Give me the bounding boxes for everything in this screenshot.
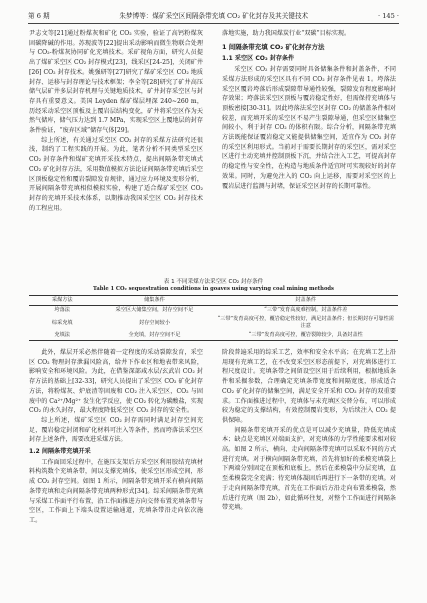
table-1 <box>29 278 398 344</box>
running-header <box>28 12 399 20</box>
body-paragraph: 采空区 CO₂ 封存需要同时具备储集条件和封盖条件，不同采煤方法形成的采空区具有不同 CO₂ 封存条件见表 1。垮落法采空区覆岩垮落后形成裂隙带导通性较强，裂隙发育程度影响封存效果；垮落法采空区顶板与覆岩稳定性好，但需保持充填体与顶板密接[30-31]。因此垮落法采空区封存 CO₂ 的储盖条件相对较差，而充填开采的采空区不易产生裂隙导通，但采空区储集空间较小，利于封存 CO₂ 的体积有限。综合分析，间隔条带充填方法既能保证覆岩稳定又能提供储集空间，适宜作为 CO₂ 封存的采空区利用形式。当前对于需要长期封存的采空区，需对采空区进行主动充填并控制顶板下沉，并结合注入工艺，可提高封存的稳定性与安全性，在构造与地质条件适宜时可实现较好的封存效果。同时，为避免注入的 CO₂ 向上运移，需要对采空区的上覆岩层进行监测与封堵，保证采空区封存的长期可靠性。 <box>222 66 396 190</box>
table-header-row <box>29 296 398 306</box>
body-paragraph: 尹志文等[21]通过粉煤灰和矿化 CO₂ 实验，验证了高钙粉煤灰固碳降碱的作用。苏现波等[22]提出采动影响而微生物联合处理与 CO₂-粉煤灰协同矿化充填技术。采矿视角方面，研究人员提出了煤矿采空区 CO₂ 封存模式[23]，线采区[24-25]，关闭矿井[26] CO₂ 封存技术。姚强研等[27]研究了煤矿采空区 CO₂ 地质封存、运移与封存理论与技术框架；李全等[28]研究了矿井高压储气层矿井多层封存机理与关键地质技术，矿井封存采空区与封存具有重要意义。美国 Leyden 煤矿煤层埋深 240~260 m，历经采动采空区顶板及上覆岩层结构变化，矿井将采空区作为天然气储库，储气压力达到 1.7 MPa，实现采空区上覆地层的封存条件验证，“废弃区域”储存气体[29]。 <box>29 30 203 135</box>
body-paragraph: 此外，煤层开采必然伴随着一定程度的采动裂隙发育，采空区 CO₂ 物理封存泄漏风险高，给井下作业区和地表带来风险，影响安全和环境风险。为此，在借鉴深部咸水层/玄武岩 CO₂ 封存方法的基础上[32-33]，研究人员提出了采空区 CO₂ 矿化封存方法，将粉煤灰、炉底渣等固废和 CO₂ 注入采空区，CO₂ 与固废中的 Ca²⁺/Mg²⁺ 发生化学反应，使 CO₂ 转化为碳酸盐，实现 CO₂ 的永久封存，最大程度降低采空区 CO₂ 封存的安全性。 <box>29 349 203 415</box>
body-paragraph: 工作面回采过程中，在施压支架后方采空区利用胶结充填材料构筑数个充填条带，间以支撑充填体，使采空区形成空间，形成 CO₂ 封存空间。如图 1 所示，间隔条带充填开采有横向间隔条带充填和走向间隔条带充填两种形式[34]。综采间隔条带充填与采煤工作面平行布置，沿工作面推进方向交替布置充填条带与空区，工作面上下端头设置运输通道，充填条带沿走向依次施工。 <box>29 458 203 524</box>
running-title: 朱梦博等：煤矿采空区间隔条带充填 CO₂ 矿化封存及其关键技术 <box>119 12 309 20</box>
subsection-heading: 1.1 采空区 CO₂ 封存条件 <box>222 55 295 63</box>
table-cell: 采空区大储集空间，封存空间不足 <box>115 307 194 313</box>
table-cell: “三带”发育高度可控，覆岩裂隙较少，具备封盖性 <box>248 332 363 338</box>
subsection-heading: 1.2 间隔条带充填开采 <box>29 448 91 456</box>
table-cell: 全充填，封存空间不足 <box>128 332 181 338</box>
table-header-cell: 采煤方法 <box>51 297 73 303</box>
table-cell: 封存空间较小 <box>138 319 171 326</box>
body-paragraph: 综上所述，煤矿采空区 CO₂ 封存需同时满足封存空间充足，覆岩稳定封闭和矿化材料可注入等条件，然而垮落法采空区封存上述条件，需要改进采煤方法。 <box>29 416 203 444</box>
body-paragraph: 综上所述，有关通过采空区 CO₂ 封存的采煤方法研究还很浅，制约了工程实践的开展。为此，笔者分析不同类型采空区 CO₂ 封存条件和煤矿充填开采技术特点，提出间隔条带充填式 CO₂ 矿化封存方法，采用数值模拟方法论证间隔条带充填后采空区顶板稳定性和覆岩裂隙发育规律，通过应力环境及变形分析，开展间隔条带充填相似模拟实验，构建了适合煤矿采空区 CO₂ 封存的充填开采技术体系，以期推动我国采空区 CO₂ 封存技术的工程应用。 <box>29 136 203 212</box>
table-row <box>29 315 398 331</box>
table-cell: 综采充填 <box>51 319 73 326</box>
table-cell: “三带”发育高度难控制，封盖条件差 <box>264 307 348 313</box>
body-paragraph: 落地实施，助力我国煤炭行业“双碳”目标实现。 <box>222 30 351 37</box>
body-paragraph: 间隔条带充填开采的优点是可以减少充填量，降低充填成本；缺点是充填区对端面支护，对充填体的力学性能要求相对较高。如图 2 所示，横向、走向间隔条带充填可以采取不同的方式进行充填。对于横向间隔条带充填，首先将加好的柔模充填袋上下两端分别固定在顶板和底板上，然后在柔模袋中分层充填，直至柔模袋完全充满；待充填体凝固后再进行下一条带的充填。对于走向间隔条带充填，首先在工作面后方沿走向布置柔模袋，然后进行充填（图 2b），如此循环往复，对整个工作面进行间隔条带充填。 <box>222 426 396 512</box>
header-divider <box>28 23 399 24</box>
left-column-bottom <box>29 348 203 584</box>
body-paragraph: 阶段普遍采用的综采工艺，效率和安全水平高；在充填工艺上沿用现有充填工艺，在不改变采空区形态前提下，对充填体进行工程尺度设计。充填条带之间留设空区用于后续利用，根据地质条件和采掘参数，合理确定充填条带宽度和间隔宽度，形成适合 CO₂ 矿化封存的储集空间，满足安全开采和 CO₂ 封存的双重要求。工作面推进过程中，充填体与未充填区交替分布，可以形成较为稳定的支撑结构，有效控制覆岩变形，为后续注入 CO₂ 提供保障。 <box>222 349 396 424</box>
issue-label: 第 6 期 <box>28 12 50 20</box>
table-cell: “三带”发育高度可控，覆岩稳定性较好，满足封盖条件；但长期封存可靠性需注意 <box>217 316 394 329</box>
left-column-top <box>29 29 203 275</box>
right-column-bottom <box>222 348 396 584</box>
table-cell: 充填法 <box>54 332 70 338</box>
conditions-table <box>29 295 398 341</box>
table-header-cell: 储集条件 <box>144 297 165 303</box>
table-cell: 垮落法 <box>54 307 70 313</box>
page-number: · 145 · <box>378 12 399 20</box>
right-column-top <box>222 29 396 275</box>
table-caption-cn: 表 1 不同采煤方法采空区 CO₂ 封存条件 <box>163 279 264 285</box>
table-row <box>29 331 398 341</box>
table-header-cell: 封盖条件 <box>295 297 317 303</box>
table-caption-en: Table 1 CO₂ sequestration conditions in goaves using varying coal mining methods <box>93 286 334 292</box>
table-row <box>29 306 398 316</box>
section-heading: 1 间隔条带充填 CO₂ 矿化封存方法 <box>222 42 325 51</box>
